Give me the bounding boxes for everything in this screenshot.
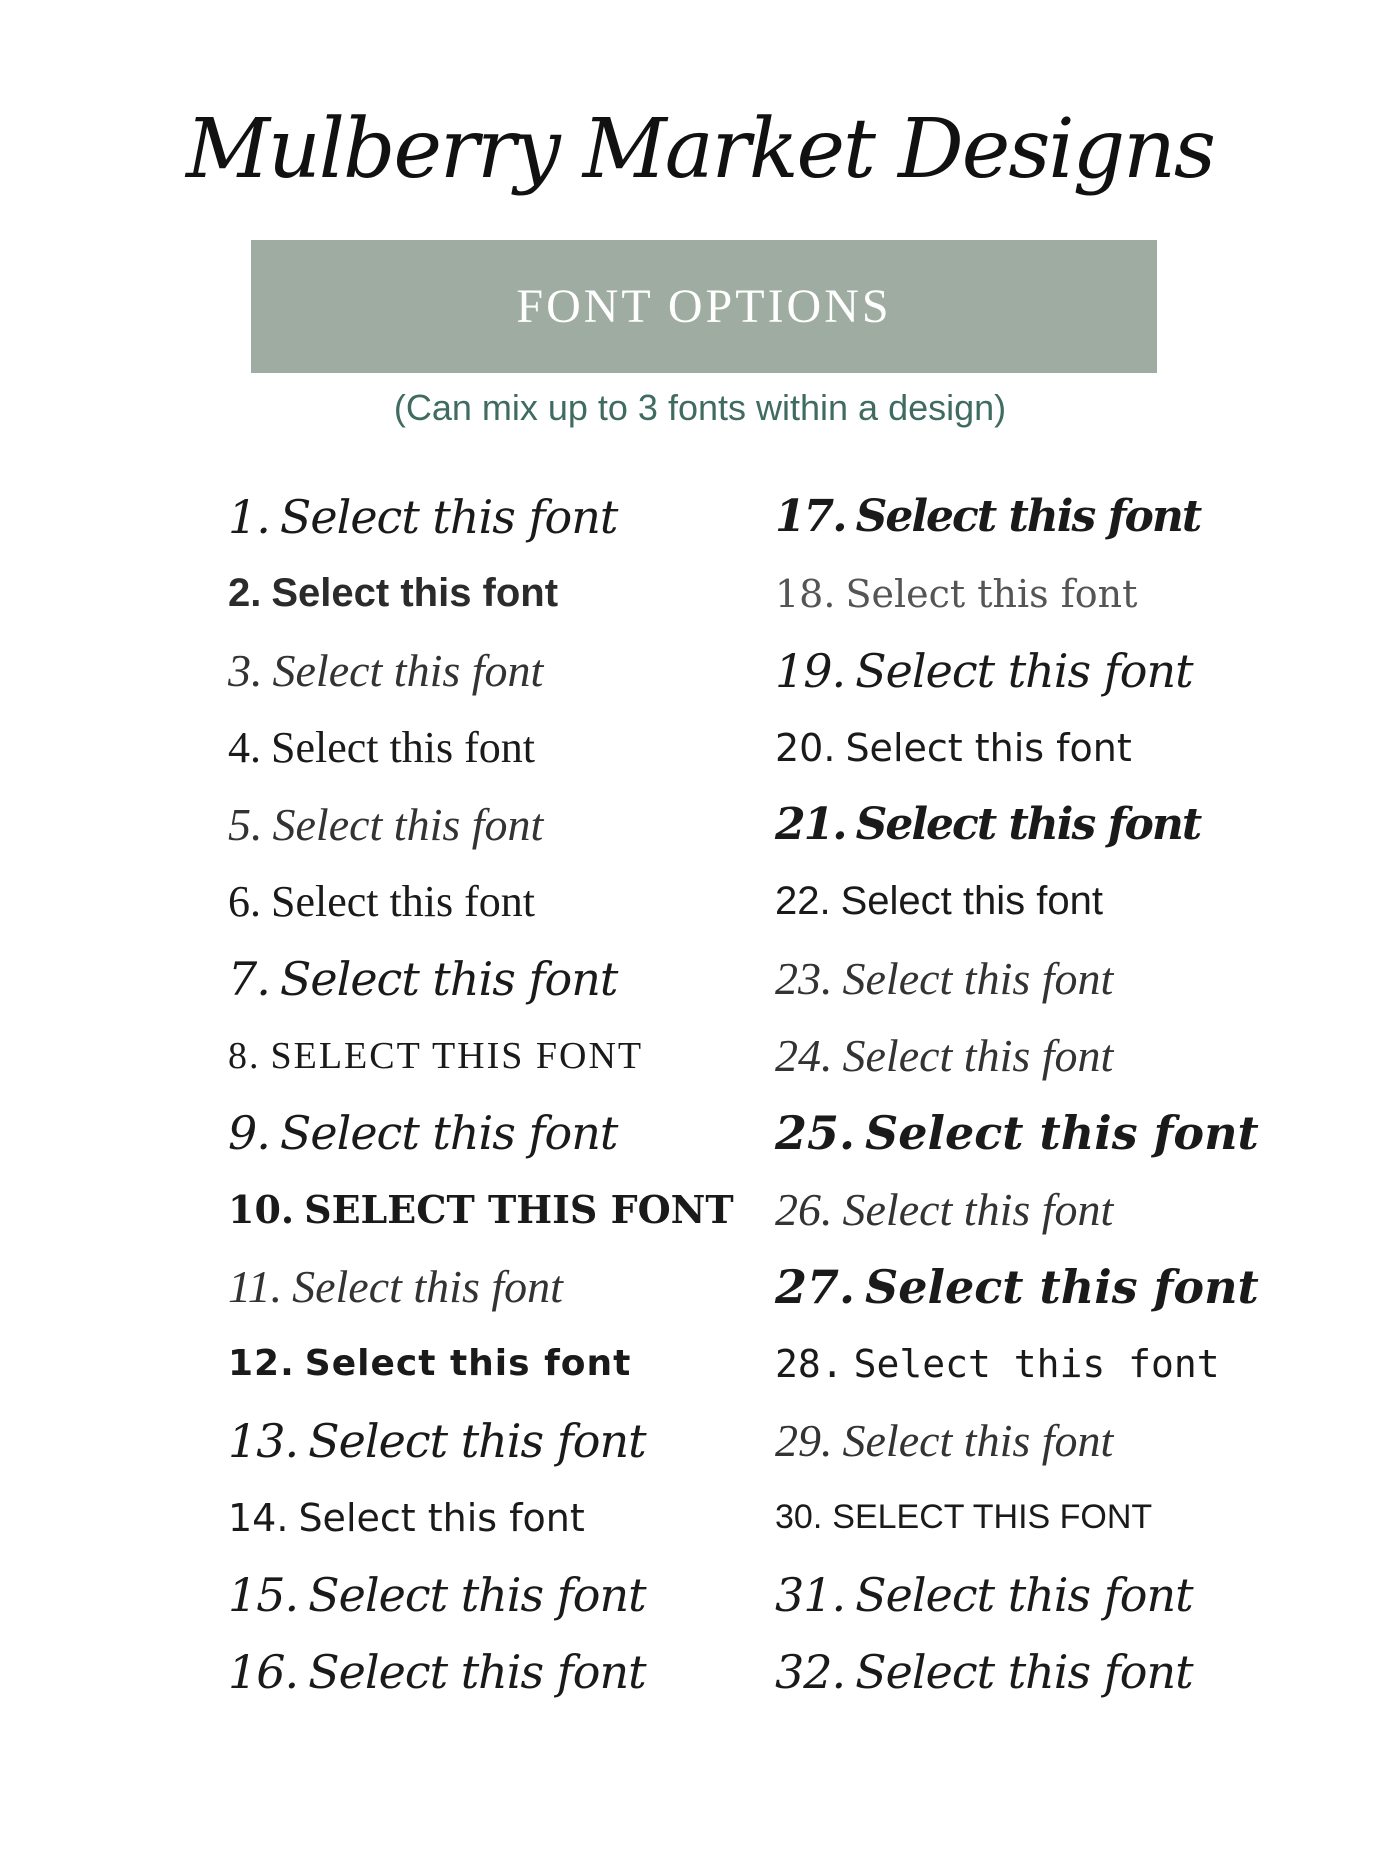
font-option-number: 2. xyxy=(228,571,262,615)
font-option-number: 22. xyxy=(775,879,831,923)
font-option[interactable] xyxy=(775,1633,1335,1710)
font-list-right xyxy=(775,478,1335,1710)
font-option-number: 1. xyxy=(228,489,270,544)
font-option-number: 19. xyxy=(775,643,846,698)
font-option[interactable] xyxy=(228,709,788,786)
font-option-number: 6. xyxy=(228,877,261,926)
font-option-label: Select this font xyxy=(279,951,618,1006)
font-option-label: Select this font xyxy=(842,1415,1114,1466)
font-option-label: Select this font xyxy=(308,1644,646,1699)
font-option[interactable] xyxy=(228,1556,788,1633)
font-option-label: Select this font xyxy=(308,1413,646,1468)
font-option-number: 8. xyxy=(228,1034,261,1077)
font-option-label: Select this font xyxy=(855,1567,1193,1622)
font-option[interactable] xyxy=(775,1017,1335,1094)
font-option[interactable] xyxy=(775,632,1335,709)
font-option[interactable] xyxy=(775,1325,1335,1402)
font-option[interactable] xyxy=(228,1479,788,1556)
font-option-number: 21. xyxy=(775,799,846,850)
font-option-number: 32. xyxy=(775,1644,846,1699)
font-option-label: Select this font xyxy=(279,1105,618,1160)
font-option-number: 15. xyxy=(228,1567,299,1622)
font-option-label: Select this font xyxy=(279,489,618,544)
font-option-number: 26. xyxy=(775,1184,833,1235)
font-option-label: Select this font xyxy=(272,799,544,850)
font-option[interactable] xyxy=(228,1248,788,1325)
font-option-label: Select this font xyxy=(840,879,1103,923)
font-option-number: 31. xyxy=(775,1567,846,1622)
font-option-label: SELECT THIS FONT xyxy=(832,1498,1153,1536)
font-option-number: 7. xyxy=(228,951,270,1006)
font-option[interactable] xyxy=(775,1171,1335,1248)
font-list-left xyxy=(228,478,788,1710)
font-option-label: Select this font xyxy=(865,1105,1259,1160)
font-option[interactable] xyxy=(228,863,788,940)
font-option-number: 28. xyxy=(775,1341,844,1386)
font-option-number: 16. xyxy=(228,1644,299,1699)
font-option[interactable] xyxy=(228,1325,788,1402)
font-option-label: Select this font xyxy=(853,1341,1220,1386)
font-option-label: SELECT THIS FONT xyxy=(304,1187,734,1232)
font-option-number: 9. xyxy=(228,1105,270,1160)
font-option[interactable] xyxy=(228,555,788,632)
font-option[interactable] xyxy=(775,1094,1335,1171)
font-option-number: 14. xyxy=(228,1495,289,1540)
font-option-label: Select this font xyxy=(298,1495,585,1540)
font-option-label: Select this font xyxy=(271,877,535,926)
font-option-label: Select this font xyxy=(855,799,1201,850)
font-option[interactable] xyxy=(228,1402,788,1479)
font-option-label: Select this font xyxy=(845,725,1132,770)
font-option-number: 13. xyxy=(228,1413,299,1468)
font-option-label: Select this font xyxy=(271,723,535,772)
brand-logo: Mulberry Market Designs xyxy=(185,102,1215,197)
font-option-number: 24. xyxy=(775,1030,833,1081)
font-option-label: Select this font xyxy=(865,1259,1259,1314)
font-option[interactable] xyxy=(775,786,1335,863)
font-option-number: 18. xyxy=(775,571,836,616)
font-option-label: Select this font xyxy=(842,1184,1114,1235)
font-option-label: Select this font xyxy=(842,953,1114,1004)
font-option-number: 25. xyxy=(775,1105,856,1160)
font-option-label: Select this font xyxy=(304,1343,632,1384)
font-option[interactable] xyxy=(228,786,788,863)
font-option-number: 20. xyxy=(775,725,836,770)
font-option-label: Select this font xyxy=(292,1261,563,1312)
font-option[interactable] xyxy=(775,478,1335,555)
font-option[interactable] xyxy=(775,1479,1335,1556)
font-option-label: Select this font xyxy=(308,1567,646,1622)
font-options-banner xyxy=(251,240,1157,373)
subtitle: (Can mix up to 3 fonts within a design) xyxy=(393,387,1007,428)
font-option-number: 23. xyxy=(775,953,833,1004)
font-option-number: 3. xyxy=(228,645,263,696)
font-option-number: 5. xyxy=(228,799,263,850)
font-option-label: Select this font xyxy=(855,643,1193,698)
font-option[interactable] xyxy=(775,863,1335,940)
font-option[interactable] xyxy=(228,478,788,555)
font-option[interactable] xyxy=(775,1556,1335,1633)
font-option[interactable] xyxy=(228,1171,788,1248)
font-option-number: 4. xyxy=(228,723,261,772)
font-option[interactable] xyxy=(775,555,1335,632)
font-option-number: 11. xyxy=(228,1261,283,1312)
font-option[interactable] xyxy=(775,709,1335,786)
font-option[interactable] xyxy=(228,632,788,709)
font-option-number: 27. xyxy=(775,1259,856,1314)
font-option[interactable] xyxy=(775,940,1335,1017)
banner-title: FONT OPTIONS xyxy=(516,280,892,333)
font-option[interactable] xyxy=(228,1017,788,1094)
font-option-number: 17. xyxy=(775,491,846,542)
font-option-number: 10. xyxy=(228,1187,295,1232)
font-option-label: Select this font xyxy=(272,645,544,696)
font-option-label: SELECT THIS FONT xyxy=(270,1034,644,1077)
font-option[interactable] xyxy=(228,940,788,1017)
font-option-label: Select this font xyxy=(845,571,1138,616)
font-option-label: Select this font xyxy=(855,1644,1193,1699)
font-option[interactable] xyxy=(775,1248,1335,1325)
font-option-label: Select this font xyxy=(271,571,559,615)
font-option[interactable] xyxy=(775,1402,1335,1479)
font-option-number: 30. xyxy=(775,1498,823,1536)
font-option[interactable] xyxy=(228,1094,788,1171)
font-option[interactable] xyxy=(228,1633,788,1710)
font-option-number: 12. xyxy=(228,1343,295,1384)
font-option-label: Select this font xyxy=(842,1030,1114,1081)
font-option-number: 29. xyxy=(775,1415,833,1466)
font-option-label: Select this font xyxy=(855,491,1201,542)
